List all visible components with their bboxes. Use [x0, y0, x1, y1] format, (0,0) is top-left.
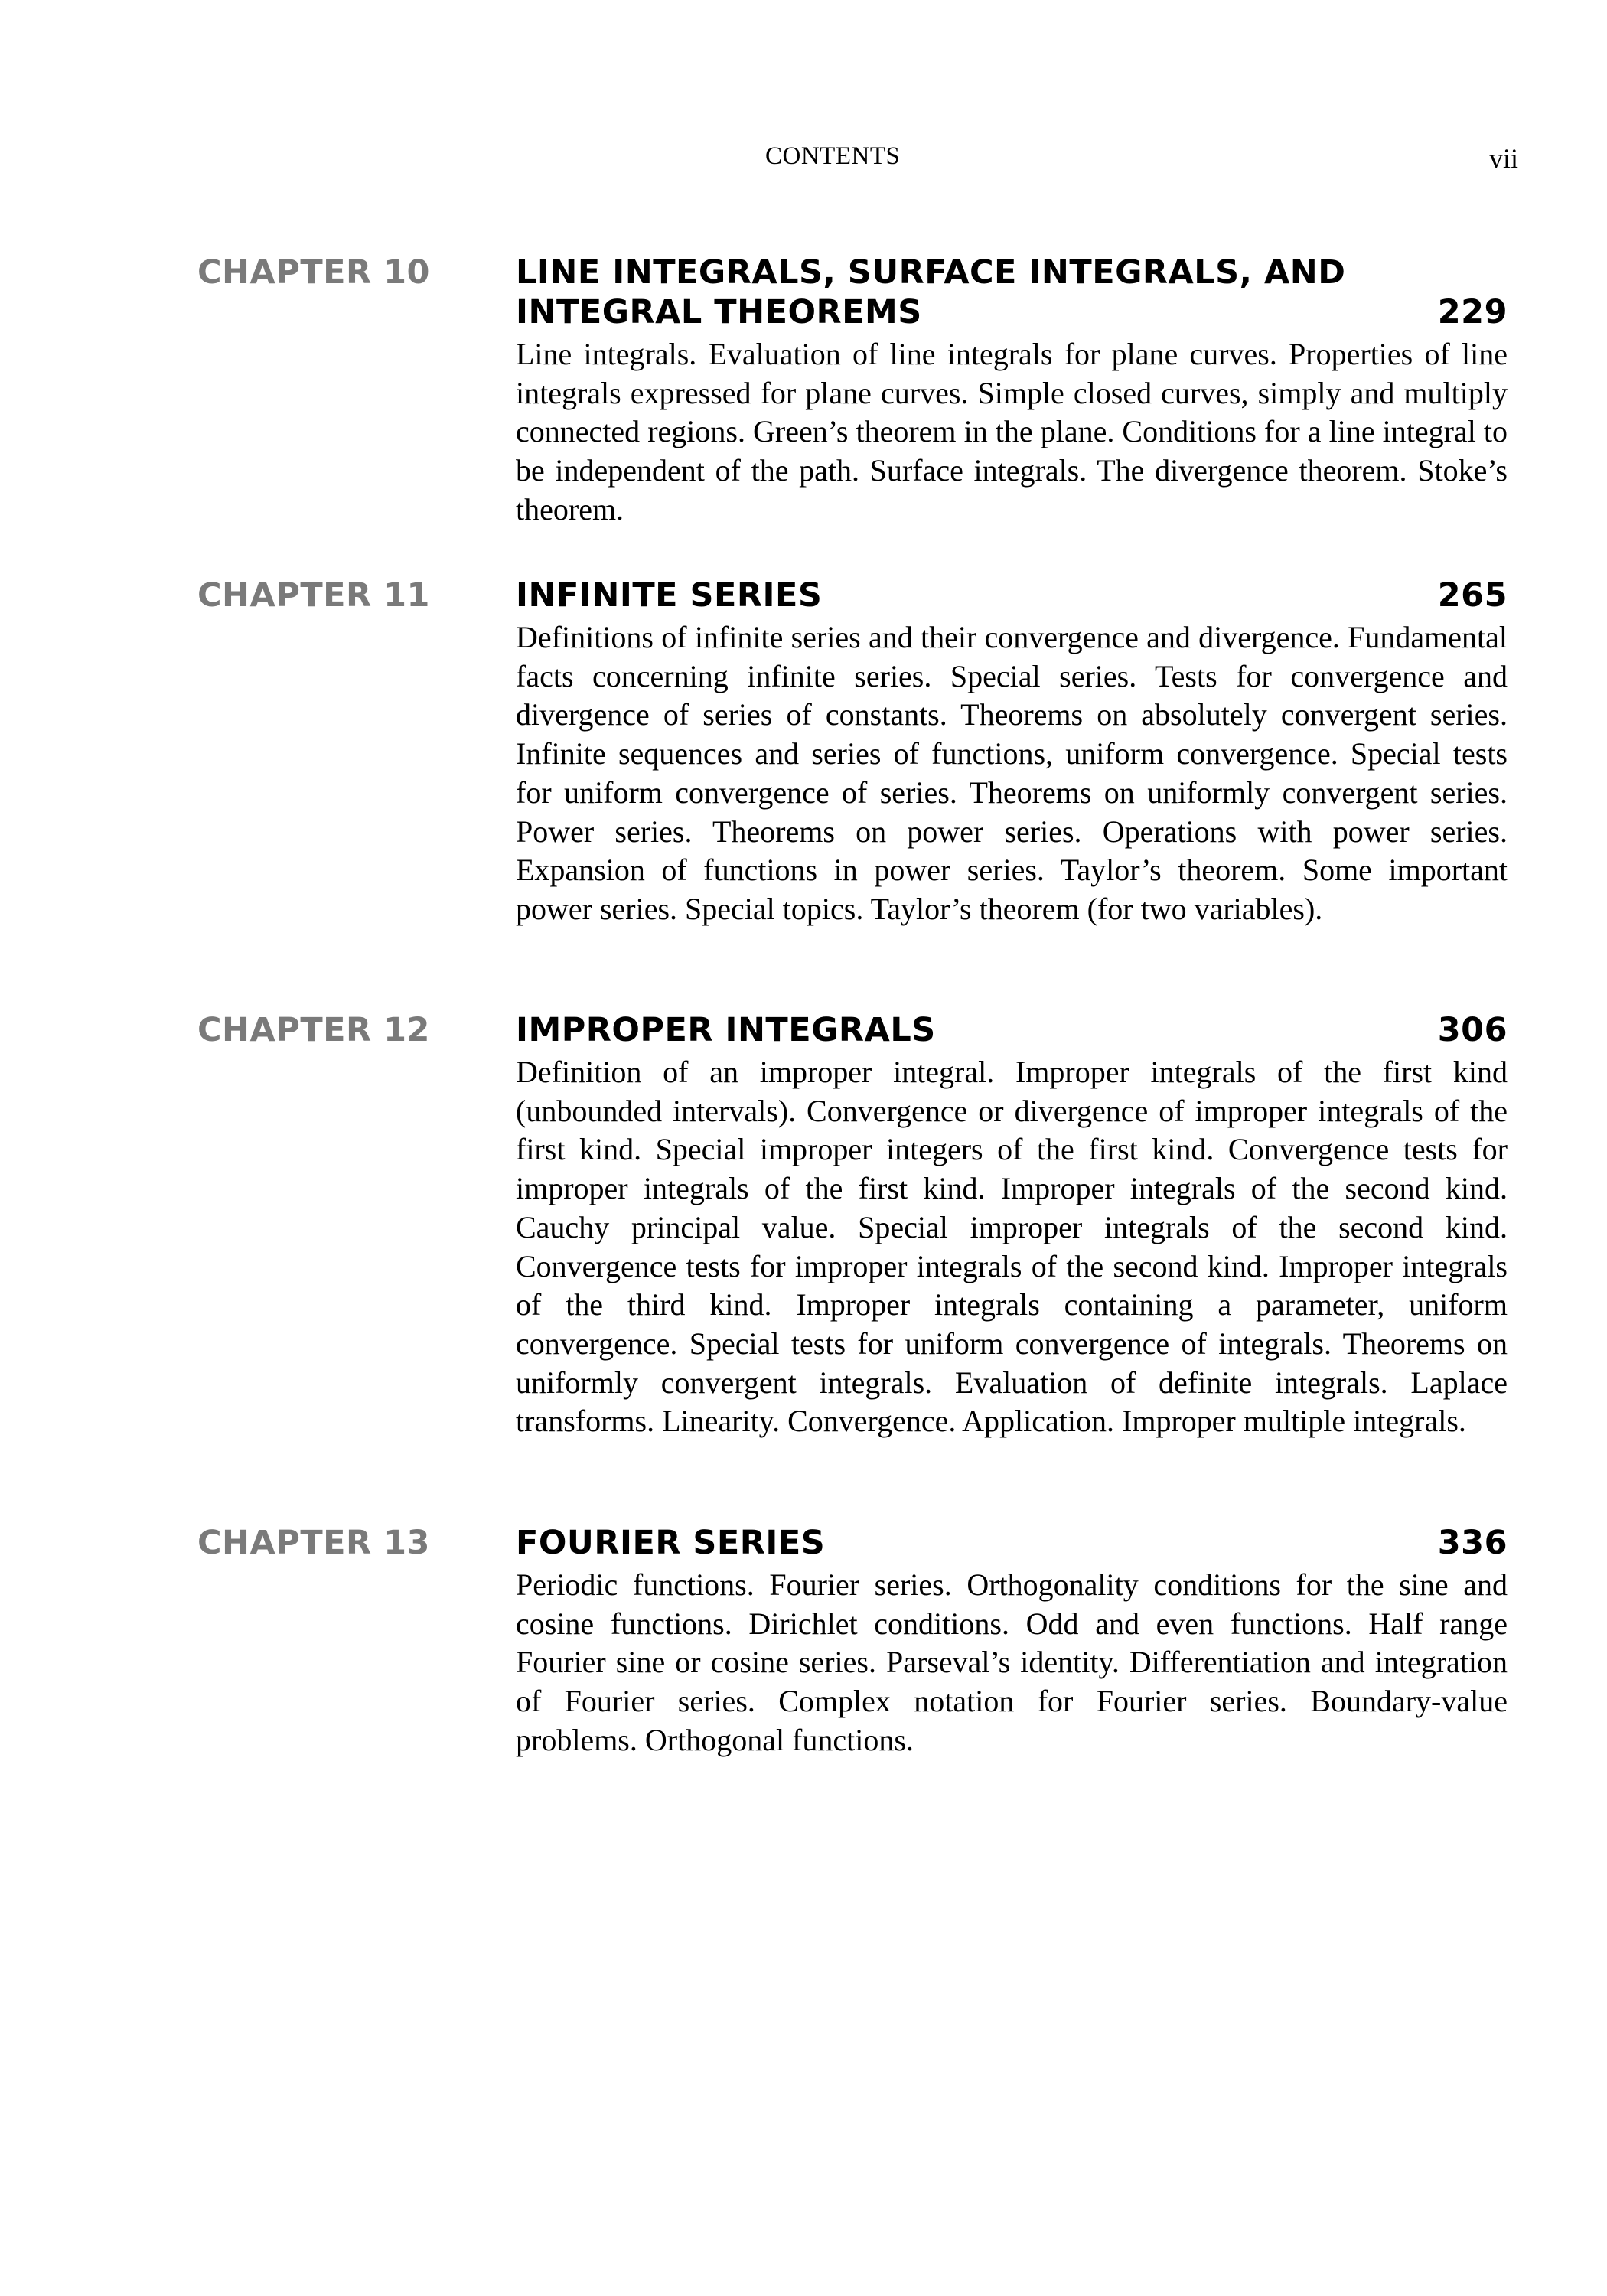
chapter-description: Periodic functions. Fourier series. Orthogonality conditions for the sine and cosine functions. Dirichlet conditions. Odd and even functions. Half range Fourier sine or cosine series. Parseval’s identity. Differentiation and integration of Fourier series. Complex notation for Fourier series. Boundary-value problems. Orthogonal functions.	[516, 1567, 1508, 1757]
chapter-title	[516, 253, 1508, 332]
chapter-body	[516, 576, 1508, 929]
chapter-label: CHAPTER 10	[197, 253, 430, 292]
chapter-title-line: INTEGRAL THEOREMS	[516, 293, 922, 331]
chapter-title	[516, 1523, 1508, 1563]
chapter-title-text	[516, 576, 822, 615]
chapter-title	[516, 576, 1508, 615]
chapter-page-number: 306	[1437, 1011, 1508, 1049]
chapter-label: CHAPTER 13	[197, 1524, 430, 1562]
chapter-label: CHAPTER 11	[197, 576, 430, 615]
chapter-description: Line integrals. Evaluation of line integrals for plane curves. Properties of line integrals expressed for plane curves. Simple closed curves, simply and multiply connected regions. Green’s theorem in the plane. Conditions for a line integral to be independent of the path. Surface integrals. The divergence theorem. Stoke’s theorem.	[516, 337, 1508, 527]
chapter-title-text	[516, 1523, 825, 1563]
chapter-title-line: IMPROPER INTEGRALS	[516, 1011, 936, 1049]
chapter-title-line: FOURIER SERIES	[516, 1524, 826, 1562]
chapter-page-number: 336	[1437, 1524, 1508, 1562]
chapter-body	[516, 1523, 1508, 1760]
running-head-title: CONTENTS	[765, 142, 901, 170]
chapter-description: Definition of an improper integral. Improper integrals of the first kind (unbounded intervals). Convergence or divergence of improper integrals of the first kind. Special improper integers of the first kind. Convergence tests for improper integrals of the first kind. Improper integrals of the second kind. Cauchy principal value. Special improper integrals of the second kind. Convergence tests for improper integrals of the second kind. Improper integrals of the third kind. Improper integrals containing a parameter, uniform convergence. Special tests for uniform convergence of integrals. Theorems on uniformly convergent integrals. Evaluation of definite integrals. Laplace transforms. Linearity. Convergence. Application. Improper multiple integrals.	[516, 1055, 1508, 1439]
chapter-title-text	[516, 253, 1345, 332]
chapter-page-number: 265	[1437, 576, 1508, 615]
chapter-title-text	[516, 1010, 936, 1050]
chapter-title	[516, 1010, 1508, 1050]
chapter-body	[516, 253, 1508, 530]
chapter-body	[516, 1010, 1508, 1441]
chapter-title-line: LINE INTEGRALS, SURFACE INTEGRALS, AND	[516, 253, 1346, 292]
chapter-page-number: 229	[1437, 293, 1508, 331]
page-number: vii	[1488, 143, 1518, 174]
chapter-label: CHAPTER 12	[197, 1011, 430, 1049]
chapter-description: Definitions of infinite series and their convergence and divergence. Fundamental facts concerning infinite series. Special series. Tests for convergence and divergence of series of constants. Theorems on absolutely convergent series. Infinite sequences and series of functions, uniform convergence. Special tests for uniform convergence of series. Theorems on uniformly convergent series. Power series. Theorems on power series. Operations with power series. Expansion of functions in power series. Taylor’s theorem. Some important power series. Special topics. Taylor’s theorem (for two variables).	[516, 620, 1508, 926]
running-head	[0, 142, 1607, 181]
chapter-title-line: INFINITE SERIES	[516, 576, 823, 615]
